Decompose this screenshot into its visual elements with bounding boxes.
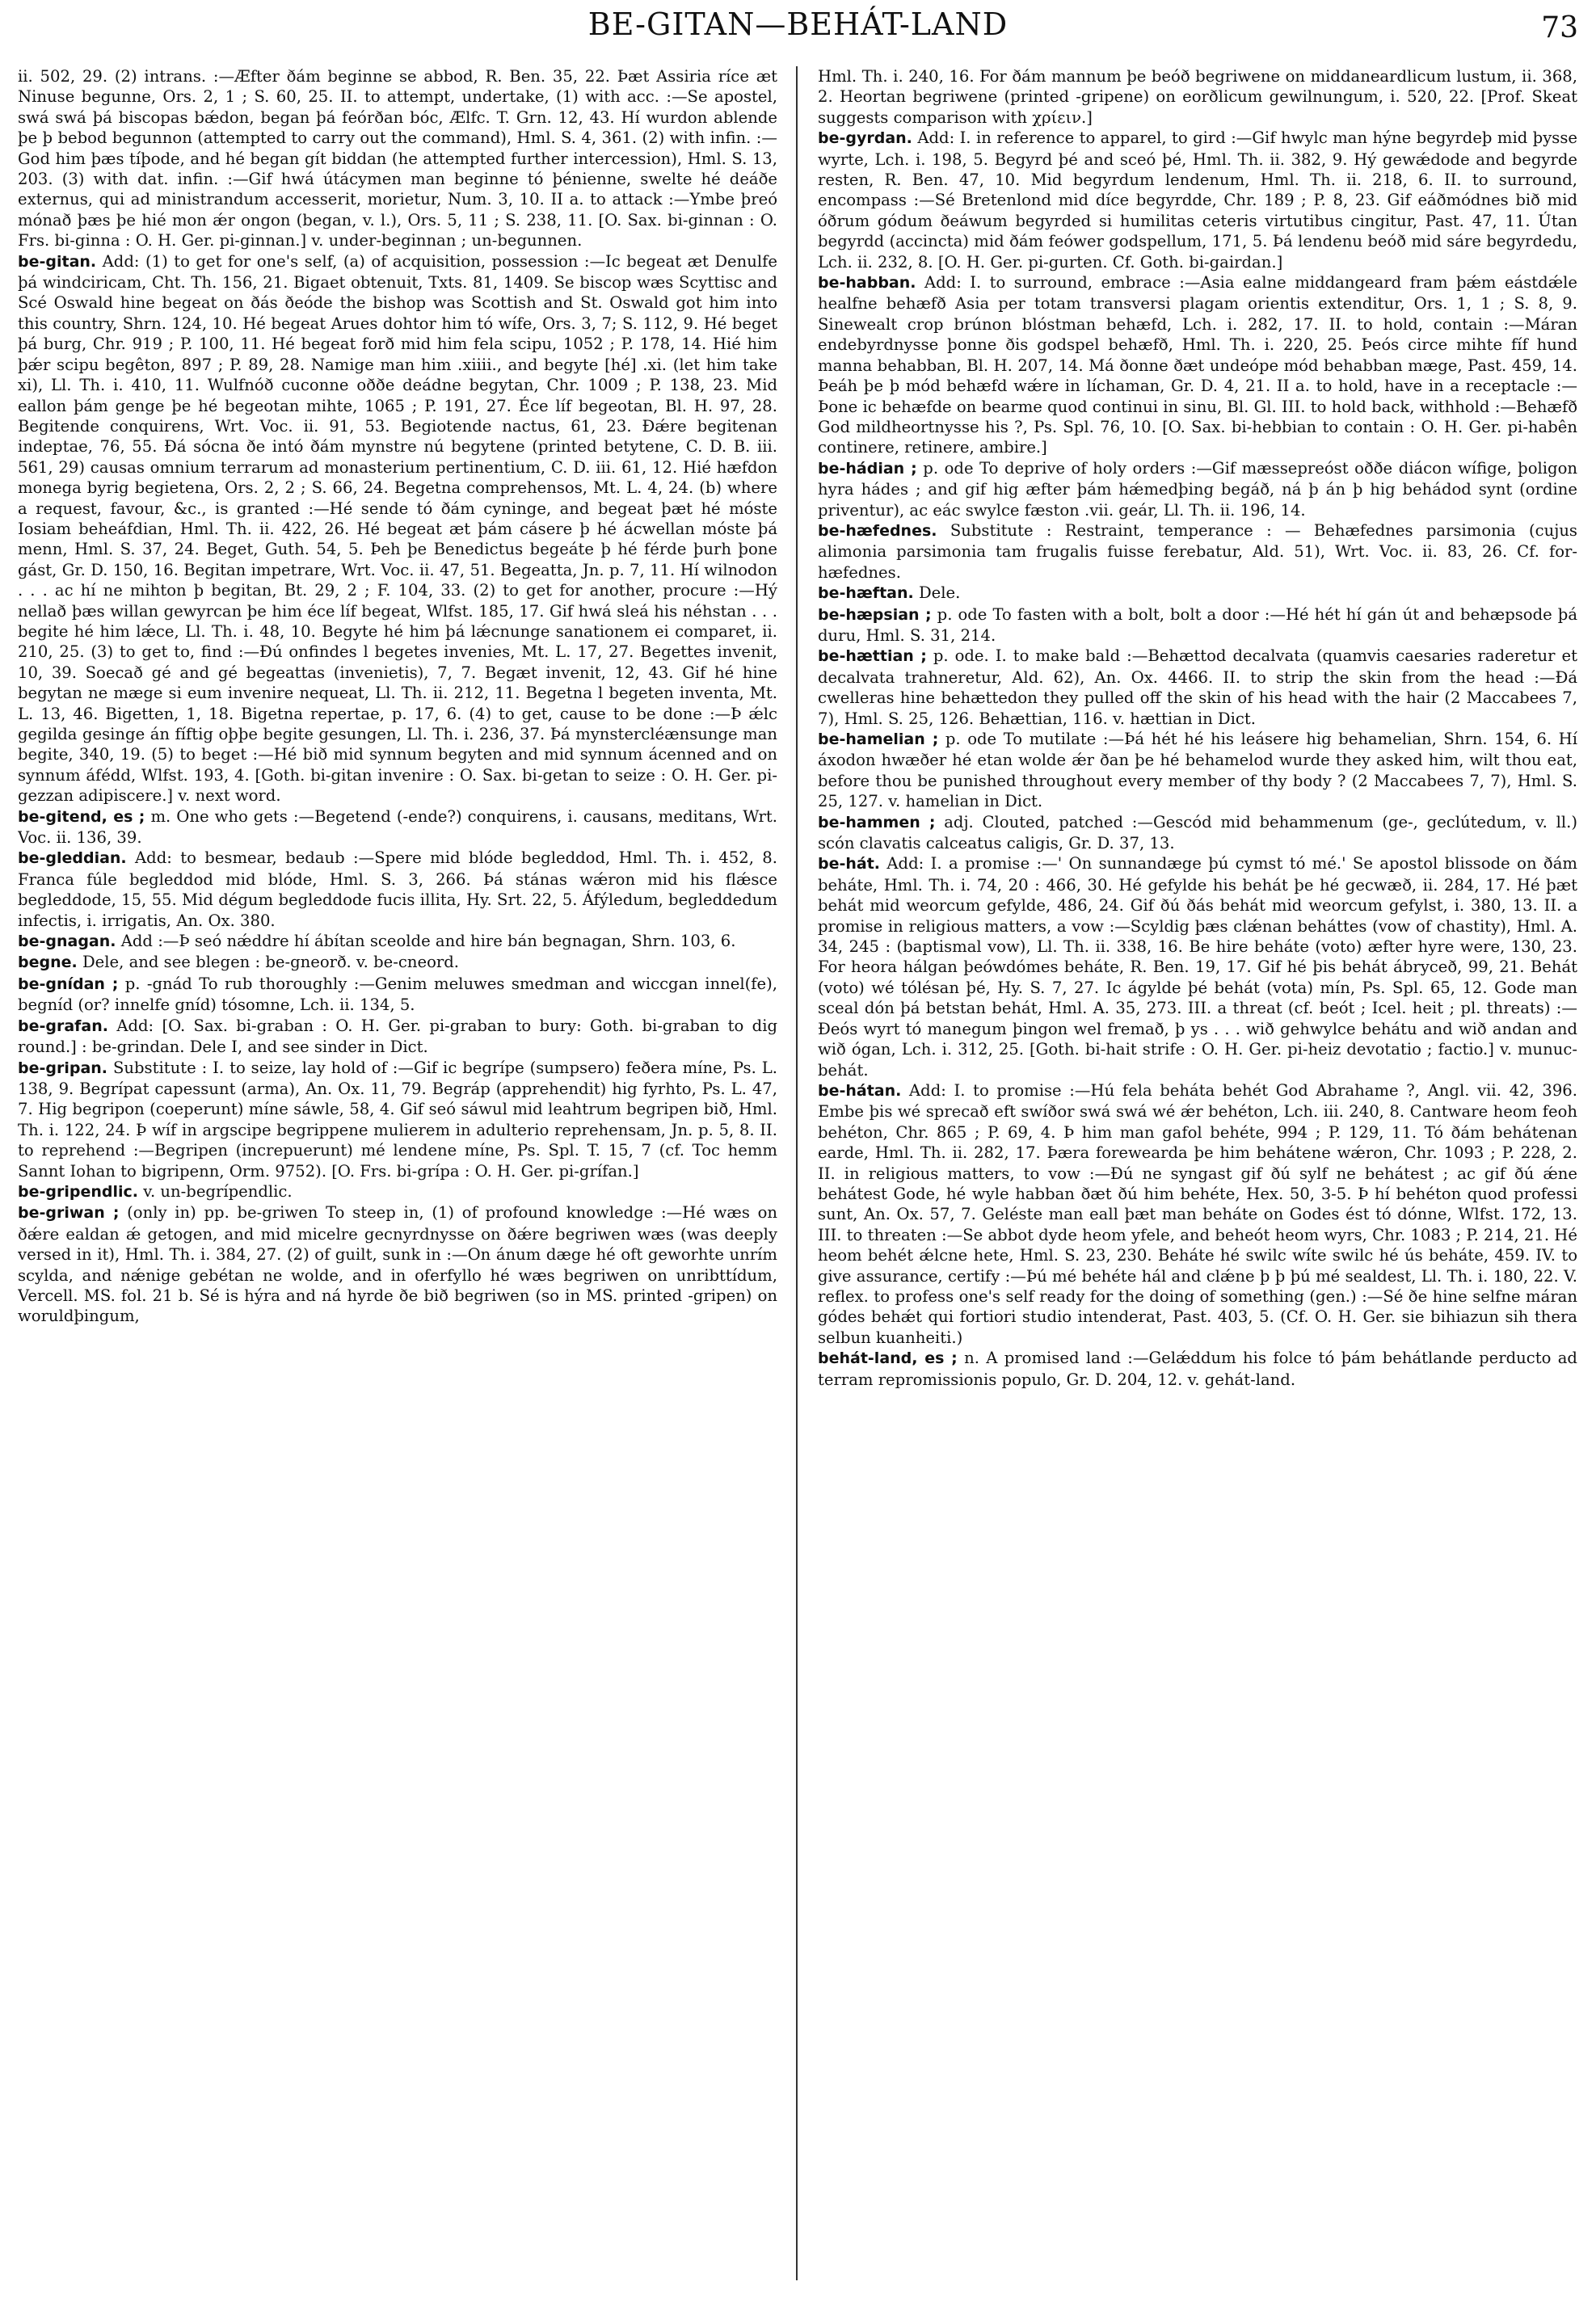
- entry-headword: be-hæfednes.: [818, 521, 937, 540]
- dictionary-entry: [818, 520, 1577, 583]
- entry-headword: be-hádian ;: [818, 459, 917, 478]
- entry-text: Add: [O. Sax. bi-graban : O. H. Ger. pi-graban to bury: Goth. bi-graban to dig round.] : be-grindan. Dele I, and see sinder in Dict.: [18, 1016, 777, 1057]
- entry-headword: be-hammen ;: [818, 813, 936, 831]
- entry-text: Hml. Th. i. 240, 16. For ðám mannum þe beóð begriwene on middaneardlicum lustum, ii. 368, 2. Heortan begriwene (printed -gripene) on eorðlicum gewilnungum, i. 520, 22. [Prof. Skeat suggests comparison with χρίειν.]: [818, 67, 1577, 127]
- entry-text: Dele.: [918, 583, 961, 603]
- entry-headword: be-gitend, es ;: [18, 807, 145, 826]
- entry-text: v. un-begrípendlic.: [143, 1181, 293, 1201]
- dictionary-entry: [18, 848, 777, 931]
- page-header: [0, 0, 1596, 48]
- dictionary-entry: [18, 251, 777, 806]
- entry-text: p. ode To deprive of holy orders :—Gif mæssepreóst oððe diácon wífige, þoligon hyra hádes ; and gif hig æfter þám hǽmedþing begáð, ná þ án þ hig behádod synt (ordine priventur), ac eác swylce fæston .vii. geár, Ll. Th. ii. 196, 14.: [818, 458, 1577, 520]
- entry-headword: be-gnagan.: [18, 932, 116, 951]
- entry-headword: be-hæftan.: [818, 584, 914, 603]
- entry-text: Dele, and see blegen : be-gneorð. v. be-cneord.: [82, 953, 460, 972]
- entry-text: p. -gnád To rub thoroughly :—Genim meluwes smedman and wiccgan innel(fe), begníd (or? innelfe gníd) tósomne, Lch. ii. 134, 5.: [18, 974, 777, 1015]
- entry-text: p. ode To mutilate :—Þá hét hé his leásere hig behamelian, Shrn. 154, 6. Hí áxodon hwæðer hé etan wolde ǽr ðan þe hé behamelod wurde they asked him, wilt thou eat, before thou be punished throughout every member of thy body ? (2 Maccabees 7, 7), Hml. S. 25, 127. v. hamelian in Dict.: [818, 730, 1577, 811]
- entry-text: m. One who gets :—Begetend (-ende?) conquirens, i. causans, meditans, Wrt. Voc. ii. 136, 39.: [18, 806, 777, 848]
- entry-headword: be-hæpsian ;: [818, 605, 932, 624]
- entry-headword: be-habban.: [818, 274, 916, 293]
- dictionary-entry: [818, 272, 1577, 458]
- left-column: [18, 66, 777, 2288]
- entry-text: Add: I. to surround, embrace :—Asia ealne middangeard fram þǽm eástdǽle healfne behæfð Asia per totam transversi plagam orientis extenditur, Ors. 1, 1 ; S. 8, 9. Sinewealt crop brúnon blóstman behæfd, Lch. i. 282, 17. II. to hold, contain :—Máran endebyrdnysse þonne ðis godspel behæfð, Hml. Th. i. 220, 25. Þeós circe mihte fíf hund manna behabban, Bl. H. 207, 14. Má ðonne ðæt undeópe mód behabban mæge, Past. 459, 14. Þeáh þe þ mód behæfd wǽre in líchaman, Gr. D. 4, 21. II a. to hold, have in a receptacle :—Þone ic behæfde on bearme quod continui in sinu, Bl. Gl. III. to hold back, withhold :—Behæfð God mildheortnysse his ?, Ps. Spl. 76, 10. [O. Sax. bi-hebbian to contain : O. H. Ger. pi-habên continere, retinere, ambire.]: [818, 273, 1577, 457]
- entry-headword: behát-land, es ;: [818, 1349, 958, 1368]
- dictionary-entry: [18, 66, 777, 251]
- right-column: [818, 66, 1577, 2288]
- dictionary-entry: [818, 66, 1577, 128]
- entry-headword: be-gitan.: [18, 252, 97, 271]
- dictionary-entry: [818, 128, 1577, 272]
- dictionary-entry: [18, 806, 777, 848]
- column-divider: [796, 66, 798, 2280]
- entry-headword: be-gripendlic.: [18, 1182, 138, 1201]
- entry-text: ii. 502, 29. (2) intrans. :—Æfter ðám beginne se abbod, R. Ben. 35, 22. Þæt Assiria ríce æt Ninuse begunne, Ors. 2, 1 ; S. 60, 25. II. to attempt, undertake, (1) with acc. :—Se apostel, swá swá þá biscopas bǽdon, began þá feórðan bóc, Ælfc. T. Grn. 12, 43. Hí wurdon ablende þe þ bebod begunnon (attempted to carry out the command), Hml. S. 4, 361. (2) with infin. :—God him þæs tíþode, and hé began gít biddan (he attempted further intercession), Hml. S. 13, 203. (3) with dat. infin. :—Gif hwá útácymen man beginne tó þénienne, swelte hé deáðe externus, qui ad ministrandum accesserit, morietur, Num. 3, 10. II a. to attack :—Ymbe þreó mónað þæs þe hié mon ǽr ongon (began, v. l.), Ors. 5, 11 ; S. 238, 11. [O. Sax. bi-ginnan : O. Frs. bi-ginna : O. H. Ger. pi-ginnan.] v. under-beginnan ; un-begunnen.: [18, 67, 777, 250]
- dictionary-entry: [18, 931, 777, 952]
- entry-headword: be-hátan.: [818, 1081, 902, 1100]
- entry-headword: be-gyrdan.: [818, 129, 912, 148]
- entry-headword: be-hát.: [818, 855, 881, 873]
- entry-text: p. ode To fasten with a bolt, bolt a door :—Hé hét hí gán út and behæpsode þá duru, Hml. S. 31, 214.: [818, 604, 1577, 645]
- entry-text: Add :—Þ seó nǽddre hí ábítan sceolde and hire bán begnagan, Shrn. 103, 6.: [120, 932, 736, 951]
- dictionary-entry: [818, 1080, 1577, 1348]
- dictionary-entry: [18, 1058, 777, 1181]
- dictionary-entry: [818, 604, 1577, 646]
- entry-headword: be-gnídan ;: [18, 974, 119, 993]
- page-number: 73: [1541, 11, 1578, 44]
- entry-text: Add: to besmear, bedaub :—Spere mid blóde begleddod, Hml. Th. i. 452, 8. Franca fúle begleddod mid blóde, Hml. S. 3, 266. Þá stánas wǽron mid his flǽsce begleddode, 15, 55. Mid dégum begleddode fucis illita, Hy. Srt. 22, 5. Áfýledum, begleddedum infectis, i. irrigatis, An. Ox. 380.: [18, 848, 777, 930]
- dictionary-entry: [818, 812, 1577, 854]
- entry-text: Add: I. to promise :—Hú fela beháta behét God Abrahame ?, Angl. vii. 42, 396. Embe þis wé sprecað eft swíðor swá swá wé ǽr behéton, Lch. iii. 240, 8. Cantware heom feoh behéton, Chr. 865 ; P. 69, 4. Þ him man gafol behéte, 994 ; P. 129, 11. Tó ðám behátenan earde, Hml. Th. ii. 282, 17. Þæra forewearda þe him behátene wǽron, Chr. 1093 ; P. 228, 2. II. in religious matters, to vow :—Ðú ne syngast gif ðú sylf ne behátest ; ac gif ðú ǽne behátest Gode, hé wyle habban ðæt ðú him behéte, Hex. 50, 3-5. Þ hí behéton quod professi sunt, An. Ox. 57, 7. Geléste man eall þæt man beháte on Godes ést tó dónne, Wlfst. 172, 13. III. to threaten :—Se abbot dyde heom yfele, and beheót heom wyrs, Chr. 1083 ; P. 214, 21. Hé heom behét ǽlcne hete, Hml. S. 23, 230. Beháte hé swilc wíte swilc hé ús beháte, 459. IV. to give assurance, certify :—Þú mé behéte hál and clǽne þ þ þú mé sealdest, Ll. Th. i. 180, 22. V. reflex. to profess one's self ready for the doing of something (gen.) :—Sé ðe hine selfne máran gódes behǽt qui fortiori studio intenderat, Past. 403, 5. (Cf. O. H. Ger. sie bihiazun sih thera selbun kuanheiti.): [818, 1080, 1577, 1347]
- entry-text: p. ode. I. to make bald :—Behættod decalvata (quamvis caesaries raderetur et decalvata trahneretur, Ald. 62), An. Ox. 4466. II. to strip the skin from the head :—Ðá cwelleras hine behættedon they pulled off the skin of his head with the hair (2 Maccabees 7, 7), Hml. S. 25, 126. Behættian, 116. v. hættian in Dict.: [818, 646, 1577, 728]
- entry-text: Substitute : Restraint, temperance : — Behæfednes parsimonia (cujus alimonia parsimonia tam frugalis fuisse ferebatur, Ald. 51), Wrt. Voc. ii. 83, 26. Cf. for-hæfednes.: [818, 520, 1577, 582]
- entry-headword: be-hættian ;: [818, 647, 927, 666]
- dictionary-entry: [18, 974, 777, 1016]
- dictionary-entry: [818, 853, 1577, 1080]
- dictionary-entry: [818, 1348, 1577, 1390]
- dictionary-entry: [18, 952, 777, 973]
- entry-headword: be-grafan.: [18, 1017, 108, 1035]
- entry-headword: be-griwan ;: [18, 1204, 120, 1223]
- dictionary-entry: [818, 583, 1577, 604]
- entry-text: Add: (1) to get for one's self, (a) of acquisition, possession :—Ic begeat æt Denulfe þá windciricam, Cht. Th. 156, 21. Bigaet obtenuit, Txts. 81, 1409. Se biscop wæs Scyttisc and Scé Oswald hine begeat on ðás ðeóde the bishop was Scottish and St. Oswald got him into this country, Shrn. 124, 10. Hé begeat Arues dohtor him tó wífe, Ors. 3, 7; S. 112, 9. Hé beget þá burg, Chr. 919 ; P. 100, 11. Hé begeat forð mid him fela scipu, 1052 ; P. 178, 14. Hié him þǽr scipu begêton, 897 ; P. 89, 28. Namige man him .xiiii., and begyte [hé] .xi. (let him take xi), Ll. Th. i. 410, 11. Wulfnóð cuconne oððe deádne begytan, Chr. 1009 ; P. 138, 23. Mid eallon þám genge þe hé begeotan mihte, 1065 ; P. 191, 27. Éce líf begeotan, Bl. H. 97, 28. Begitende conquirens, Wrt. Voc. ii. 91, 53. Begiotende nactus, 61, 23. Ðǽre begitenan indeptae, 76, 55. Ðá sócna ðe intó ðám mynstre nú begytene (printed betytene, C. D. B. iii. 561, 29) causas omnium terrarum ad monasterium pertinentium, C. D. iii. 61, 12. Hié hæfdon monega byrig begietena, Ors. 2, 2 ; S. 66, 24. Begetna comprehensos, Mt. L. 4, 24. (b) where a request, favour, &c., is granted :—Hé sende tó ðám cyninge, and begeat þæt hé móste Iosiam beheáfdian, Hml. Th. ii. 422, 26. Hé begeat æt þám cásere þ hé ácwellan móste þá menn, Hml. S. 37, 24. Beget, Guth. 54, 5. Þeh þe Benedictus begeáte þ hé férde þurh þone gást, Gr. D. 150, 16. Begitan impetrare, Wrt. Voc. ii. 47, 51. Begeatta, Jn. p. 7, 11. Hí wilnodon . . . ac hí ne mihton þ begitan, Bt. 29, 2 ; F. 104, 33. (2) to get for another, procure :—Hý nellað þæs willan gewyrcan þe him éce líf begeat, Wlfst. 185, 17. Gif hwá sleá his néhstan . . . begite hé him lǽce, Ll. Th. i. 48, 10. Begyte hé him þá lǽcnunge sanationem ei comparet, ii. 210, 25. (3) to get to, find :—Ðú onfindes l begetes invenies, Mt. L. 17, 27. Begettes invenit, 10, 39. Soecað gé and gé begeattas (invenietis), 7, 7. Begæt invenit, 12, 43. Gif hé hine begytan ne mæge si eum invenire nequeat, Ll. Th. ii. 212, 11. Begetna l begeten inventa, Mt. L. 13, 46. Bigetten, 1, 18. Bigetna repertae, p. 17, 6. (4) to get, cause to be done :—Þ ǽlc gegilda gesinge án fíftig oþþe begite gesungen, Ll. Th. i. 236, 37. Þá mynstercléænsunge man begite, 340, 19. (5) to beget :—Hé bið mid synnum begyten and mid synnum ácenned and on synnum áfédd, Wlfst. 193, 4. [Goth. bi-gitan invenire : O. Sax. bi-getan to seize : O. H. Ger. pi-gezzan adipiscere.] v. next word.: [18, 251, 777, 806]
- dictionary-entry: [818, 458, 1577, 520]
- entry-headword: begne.: [18, 953, 78, 972]
- dictionary-entry: [818, 729, 1577, 812]
- entry-text: Substitute : I. to seize, lay hold of :—Gif ic begrípe (sumpsero) feðera míne, Ps. L. 138, 9. Begrípat capessunt (arma), An. Ox. 11, 79. Begráp (apprehendit) hig fyrhto, Ps. L. 47, 7. Hig begripon (coeperunt) míne sáwle, 58, 4. Gif seó sáwul mid leahtrum begripen bið, Hml. Th. i. 122, 24. Þ wíf in argscipe begrippene mulierem in adulterio reprehensam, Jn. p. 5, 8. II. to reprehend :—Begripen (increpuerunt) mé lendene míne, Ps. Spl. T. 15, 7 (cf. Toc hemm Sannt Iohan to bigripenn, Orm. 9752). [O. Frs. bi-grípa : O. H. Ger. pi-grífan.]: [18, 1058, 777, 1181]
- entry-text: adj. Clouted, patched :—Gescód mid behammenum (ge-, geclútedum, v. ll.) scón clavatis calceatus caligis, Gr. D. 37, 13.: [818, 812, 1577, 853]
- entry-headword: be-gripan.: [18, 1059, 108, 1077]
- entry-text: (only in) pp. be-griwen To steep in, (1) of profound knowledge :—Hé wæs on ðǽre ealdan ǽ getogen, and mid micelre gecnyrdnysse on ðǽre begriwen wæs (was deeply versed in it), Hml. Th. i. 384, 27. (2) of guilt, sunk in :—On ánum dæge hé oft geworhte unrím scylda, and nǽnige gebétan ne wolde, and in oferfyllo hé wæs begriwen on unribttídum, Vercell. MS. fol. 21 b. Sé is hýra and ná hyrde ðe bið begriwen (so in MS. printed -gripen) on woruldþingum,: [18, 1203, 777, 1326]
- dictionary-entry: [18, 1202, 777, 1326]
- dictionary-entry: [818, 646, 1577, 729]
- entry-headword: be-gleddian.: [18, 849, 127, 868]
- entry-text: n. A promised land :—Gelǽddum his folce tó þám behátlande perducto ad terram repromissionis populo, Gr. D. 204, 12. v. gehát-land.: [818, 1349, 1577, 1389]
- running-head: BE-GITAN—BEHÁT-LAND: [587, 6, 1009, 42]
- entry-headword: be-hamelian ;: [818, 730, 939, 748]
- entry-text: Add: I. in reference to apparel, to gird :—Gif hwylc man hýne begyrdeþ mid þysse wyrte, Lch. i. 198, 5. Begyrd þé and sceó þé, Hml. Th. ii. 382, 9. Hý gewǽdode and begyrde resten, R. Ben. 47, 10. Mid begyrdum lendenum, Hml. Th. ii. 218, 6. II. to surround, encompass :—Sé Bretenlond mid díce begyrdde, Chr. 189 ; P. 8, 23. Gif eáðmódnes bið mid óðrum gódum ðeáwum begyrded si humilitas ceteris virtutibus cingitur, Past. 47, 11. Útan begyrdd (accincta) mid ðám feówer godspellum, 171, 5. Þá lendenu beóð mid sáre begyrdedu, Lch. ii. 232, 8. [O. H. Ger. pi-gurten. Cf. Goth. bi-gairdan.]: [818, 128, 1577, 272]
- dictionary-entry: [18, 1016, 777, 1058]
- entry-text: Add: I. a promise :—' On sunnandæge þú cymst tó mé.' Se apostol blissode on ðám beháte, Hml. Th. i. 74, 20 : 466, 30. Hé gefylde his behát þe hé gecwæð, ii. 284, 17. Hé þæt behát mid weorcum gefylde, 486, 24. Gif ðú ðás behát mid weorcum gefylst, i. 380, 13. II. a promise in religious matters, a vow :—Scyldig þæs clǽnan beháttes (vow of chastity), Hml. A. 34, 245 : (baptismal vow), Ll. Th. ii. 338, 16. Be hire beháte (voto) æfter hyre were, 130, 23. For heora hálgan þeówdómes beháte, R. Ben. 19, 17. Gif hé þis behát ábryceð, 99, 21. Behát (voto) wé tólésan þé, Hy. S. 7, 27. Ic ágylde þé behát (vota) mín, Ps. Spl. 65, 12. Gode man sceal dón þá betstan behát, Hml. A. 35, 273. III. a threat (cf. beót ; Icel. heit ; pl. threats) :—Ðeós wyrt tó manegum þingon wel fremað, þ ys . . . wið gehwylce behátu and wið andan and wið ógan, Lch. i. 312, 25. [Goth. bi-hait strife : O. H. Ger. pi-heiz devotatio ; factio.] v. munuc-behát.: [818, 854, 1577, 1080]
- dictionary-entry: [18, 1181, 777, 1202]
